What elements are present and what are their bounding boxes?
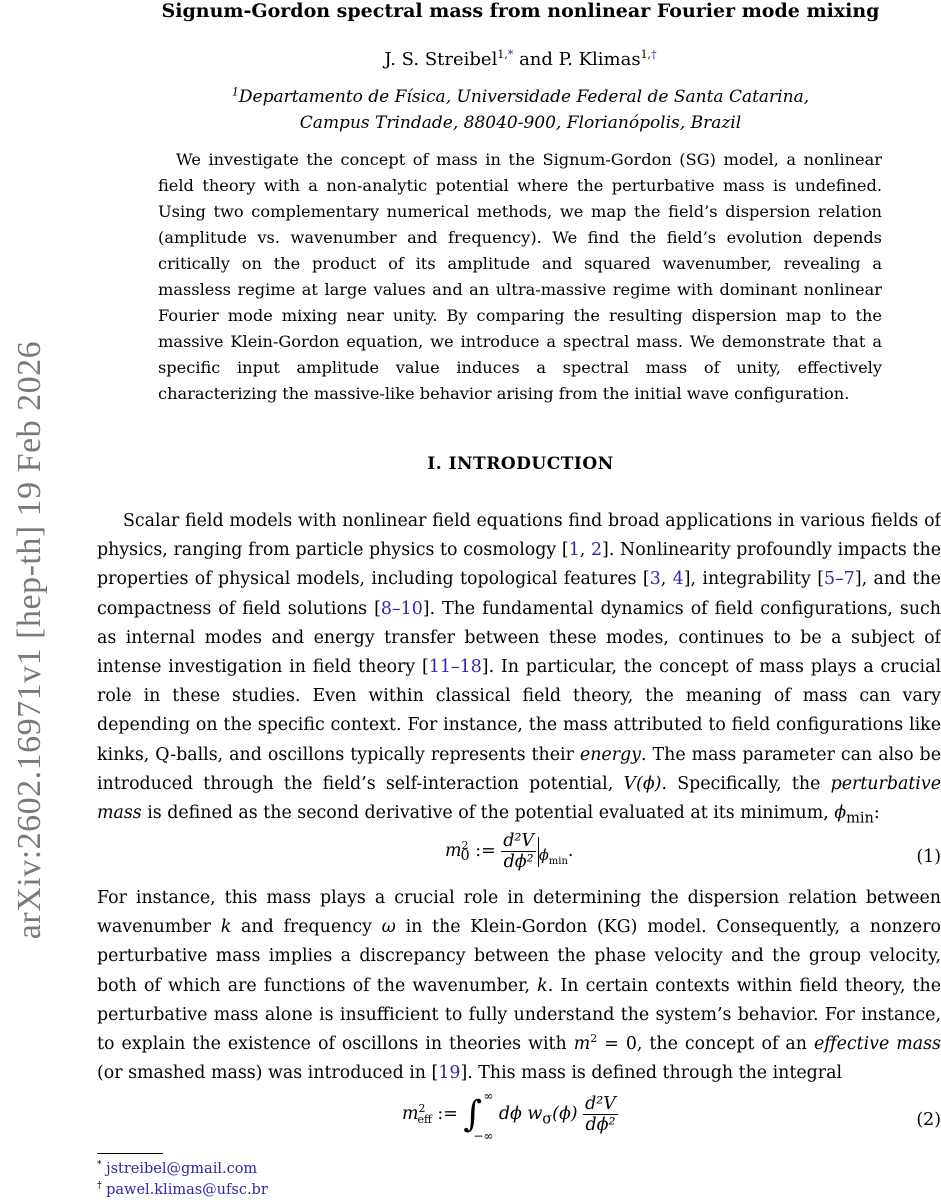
body-paragraph: Scalar field models with nonlinear field equations find broad applications in various fields of physics, ranging from particle physics to cosmology [1, 2]. Nonlinearity profoundly impacts the properties of physical models, including topological features [3, 4], integrability [5–7], and the compactness of field solutions [8–10]. The fundamental dynamics of field configurations, such as internal modes and energy transfer between these modes, continues to be a subject of intense investigation in field theory [11–18]. In particular, the concept of mass plays a crucial role in these studies. Even within classical field theory, the meaning of mass can vary depending on the specific context. For instance, the mass attributed to field configurations like kinks, Q-balls, and oscillons typically represents their energy. The mass parameter can also be introduced through the field’s self-interaction potential, V(ϕ). Specifically, the perturbative mass is defined as the second derivative of the potential evaluated at its minimum, $\phi_{min}$: [97, 511, 941, 827]
author-list [0, 47, 941, 73]
citation-link[interactable]: 8–10 [380, 598, 423, 619]
author-name: J. S. Streibel [384, 49, 498, 70]
arxiv-identifier: arXiv:2602.16971v1 [hep-th] 19 Feb 2026 [11, 340, 48, 940]
footnote: * jstreibel@gmail.com [97, 1160, 258, 1177]
emphasis: energy [579, 744, 641, 765]
footnote: † pawel.klimas@ufsc.br [97, 1181, 268, 1198]
equation-2: $m^2_{eff}$ := ∫ ∞ −∞ dϕ $w_\sigma(\phi)$ $\frac{\text{d²V}}{\text{dϕ²}}$ (2) [402, 1088, 941, 1143]
footnote-link[interactable]: * [507, 48, 514, 61]
author-name: P. Klimas [558, 49, 641, 70]
citation-link[interactable]: 19 [438, 1063, 461, 1084]
body-paragraph: For instance, this mass plays a crucial role in determining the dispersion relation between wavenumber k and frequency ω in the Klein-Gordon (KG) model. Consequently, a nonzero perturbative mass implies a discrepancy between the phase velocity and the group velocity, both of which are functions of the wavenumber, k. In certain contexts within field theory, the perturbative mass alone is insufficient to fully understand the system’s behavior. For instance, to explain the existence of oscillons in theories with $m^2 = 0$, the concept of an effective mass (or smashed mass) was introduced in [19]. This mass is defined through the integral [97, 888, 941, 1084]
equation-1: $m^2_0$ := $\frac{\text{d²V}}{\text{dϕ²}}$ $_{\phi_{min}}$. (1) [445, 831, 941, 872]
citation-link[interactable]: 4 [672, 569, 684, 590]
section-heading: I. INTRODUCTION [427, 454, 614, 474]
author-conjunction: and [519, 49, 553, 70]
affiliation [0, 84, 941, 136]
email-link[interactable]: pawel.klimas@ufsc.br [106, 1182, 268, 1198]
citation-link[interactable]: 11–18 [428, 657, 482, 678]
emphasis: effective mass [813, 1034, 941, 1055]
abstract [158, 147, 882, 407]
email-link[interactable]: jstreibel@gmail.com [106, 1161, 258, 1177]
citation-link[interactable]: 5–7 [823, 569, 855, 590]
paper-title: Signum-Gordon spectral mass from nonlinear Fourier mode mixing [161, 0, 880, 22]
footnote-divider [97, 1153, 163, 1154]
affiliation-line: Departamento de Física, Universidade Federal de Santa Catarina, [238, 87, 810, 107]
citation-link[interactable]: 3 [649, 569, 661, 590]
affiliation-line: Campus Trindade, 88040-900, Florianópolis, Brazil [299, 113, 742, 133]
abstract-text: We investigate the concept of mass in the Signum-Gordon (SG) model, a nonlinear field theory with a non-analytic potential where the perturbative mass is undefined. Using two complementary numerical methods, we map the field’s dispersion relation (amplitude vs. wavenumber and frequency). We find the field’s evolution depends critically on the product of its amplitude and squared wavenumber, revealing a massless regime at large values and an ultra-massive regime with dominant nonlinear Fourier mode mixing near unity. By comparing the resulting dispersion map to the massive Klein-Gordon equation, we introduce a spectral mass. We demonstrate that a specific input amplitude value induces a spectral mass of unity, effectively characterizing the massive-like behavior arising from the initial wave configuration. [158, 150, 882, 403]
math-inline: V(ϕ) [623, 773, 662, 794]
emphasis: perturbative mass [97, 773, 941, 824]
affiliation-marker: 1,* [497, 48, 514, 61]
citation-link[interactable]: 1 [568, 540, 580, 561]
equation-number: (2) [916, 1110, 941, 1130]
footnote-link[interactable]: † [651, 48, 657, 61]
affiliation-marker: 1,† [640, 48, 657, 61]
affiliation-number: 1 [231, 85, 239, 99]
citation-link[interactable]: 2 [590, 540, 603, 561]
equation-number: (1) [916, 847, 941, 867]
math-inline: ϕ [834, 803, 847, 824]
